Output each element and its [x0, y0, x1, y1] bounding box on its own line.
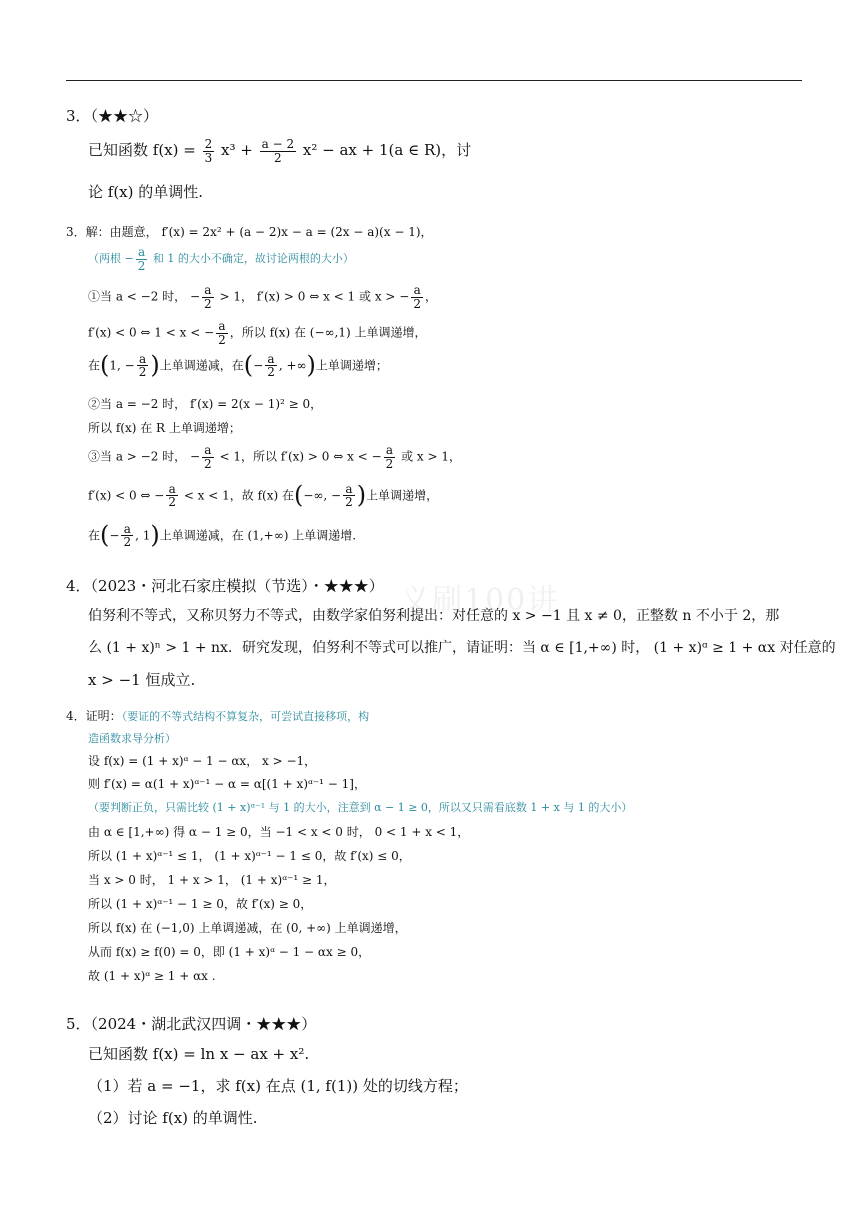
q4-heading: 4．（2023・河北石家庄模拟（节选）・★★★） [66, 577, 384, 595]
q5-line1: 已知函数 f(x) = ln x − ax + x². [88, 1045, 310, 1063]
sol4-note5: （要判断正负，只需比较 (1 + x)ᵅ⁻¹ 与 1 的大小，注意到 α − 1 ≥ 0，所以又只需看底数 1 + x 与 1 的大小） [88, 801, 633, 814]
q3-heading: 3．（★★☆） [66, 107, 159, 125]
sol3-line1: 3．解：由题意， f′(x) = 2x² + (a − 2)x − a = (2x − a)(x − 1)， [66, 225, 433, 239]
q5-line3: （2）讨论 f(x) 的单调性. [88, 1109, 258, 1127]
frac-a-over-2: $\frac{a}{2}$ [204, 443, 212, 471]
sol4-line3: 设 f(x) = (1 + x)ᵅ − 1 − αx， x > −1， [88, 754, 317, 768]
sol3-case3: ③当 a > −2 时， − $\frac{a}{2}$ < 1，所以 f′(x) > 0 ⇔ x < − $\frac{a}{2}$ 或 x > 1， [88, 443, 461, 471]
q3-stem-line1 [88, 138, 471, 164]
q3-stem-line2: 论 f(x) 的单调性. [88, 183, 204, 201]
sol4-line11: 从而 f(x) ≥ f(0) = 0，即 (1 + x)ᵅ − 1 − αx ≥ 0， [88, 945, 371, 959]
sol4-note2: 造函数求导分析） [88, 732, 176, 745]
sol3-case1: ①当 a < −2 时， − $\frac{a}{2}$ > 1， f′(x) > 0 ⇔ x < 1 或 x > − $\frac{a}{2}$ ， [88, 283, 437, 311]
q3-frac1: $\frac{2}{3}$ [204, 137, 213, 165]
frac-a-over-2: $\frac{a}{2}$ [218, 319, 226, 347]
sol3-line9: f′(x) < 0 ⇔ − $\frac{a}{2}$ < x < 1，故 f(x) 在(−∞, − $\frac{a}{2}$ )上单调递增， [88, 481, 439, 510]
frac-a-over-2: $\frac{a}{2}$ [123, 521, 132, 550]
q3-stem-a: 已知函数 f(x) = [88, 141, 196, 160]
frac-a-over-2: $\frac{a}{2}$ [168, 481, 176, 510]
sol4-line10: 所以 f(x) 在 (−1,0) 上单调递减，在 (0, +∞) 上单调递增， [88, 921, 407, 935]
header-rule [66, 80, 802, 81]
sol3-line5: 在(1, − $\frac{a}{2}$ )上单调递减，在(− $\frac{a}{2}$ , +∞)上单调递增； [88, 351, 388, 380]
sol4-line8: 当 x > 0 时， 1 + x > 1， (1 + x)ᵅ⁻¹ ≥ 1， [88, 873, 336, 887]
frac-a-over-2: $\frac{a}{2}$ [413, 283, 421, 311]
frac-a-over-2: $\frac{a}{2}$ [385, 443, 394, 471]
watermark: 义刷100讲 [400, 583, 560, 618]
frac-a-over-2: $\frac{a}{2}$ [267, 351, 275, 380]
sol4-line1: 4．证明：（要证的不等式结构不算复杂，可尝试直接移项，构 [66, 709, 370, 723]
sol3-line10: 在(− $\frac{a}{2}$ , 1)上单调递减，在 (1,+∞) 上单调递增. [88, 521, 357, 550]
q3-stem-c: x² − ax + 1(a ∈ R)，讨 [302, 141, 472, 160]
sol3-line4: f′(x) < 0 ⇔ 1 < x < − $\frac{a}{2}$ ，所以 f(x) 在 (−∞,1) 上单调递增， [88, 319, 427, 347]
q4-line3: x > −1 恒成立. [88, 671, 196, 689]
sol3-note: （两根 − $\frac{a}{2}$ 和 1 的大小不确定，故讨论两根的大小） [88, 245, 354, 273]
q3-frac2: $\frac{a - 2}{2}$ [261, 137, 295, 165]
q3-stem-b: x³ + [221, 141, 253, 160]
sol4-line12: 故 (1 + x)ᵅ ≥ 1 + αx . [88, 969, 216, 983]
sol4-line4: 则 f′(x) = α(1 + x)ᵅ⁻¹ − α = α[(1 + x)ᵅ⁻¹ − 1]， [88, 777, 366, 791]
frac-a-over-2: $\frac{a}{2}$ [204, 283, 212, 311]
q5-heading: 5．（2024・湖北武汉四调・★★★） [66, 1015, 317, 1033]
q5-line2: （1）若 a = −1，求 f(x) 在点 (1, f(1)) 处的切线方程； [88, 1077, 468, 1095]
sol3-note-frac: $\frac{a}{2}$ [137, 245, 146, 273]
q4-line1: 伯努利不等式，又称贝努力不等式，由数学家伯努利提出：对任意的 x > −1 且 x ≠ 0，正整数 n 不小于 2，那 [88, 608, 780, 624]
sol4-line9: 所以 (1 + x)ᵅ⁻¹ − 1 ≥ 0，故 f′(x) ≥ 0， [88, 897, 313, 911]
sol4-line6: 由 α ∈ [1,+∞) 得 α − 1 ≥ 0，当 −1 < x < 0 时， 0 < 1 + x < 1， [88, 825, 470, 839]
q4-line2: 么 (1 + x)ⁿ > 1 + nx．研究发现，伯努利不等式可以推广，请证明：当 α ∈ [1,+∞) 时， (1 + x)ᵅ ≥ 1 + αx 对任意的 [88, 640, 836, 656]
sol3-case2: ②当 a = −2 时， f′(x) = 2(x − 1)² ≥ 0， [88, 397, 323, 411]
frac-a-over-2: $\frac{a}{2}$ [138, 351, 147, 380]
frac-a-over-2: $\frac{a}{2}$ [345, 481, 353, 510]
sol3-line7: 所以 f(x) 在 R 上单调递增； [88, 421, 241, 435]
sol4-line7: 所以 (1 + x)ᵅ⁻¹ ≤ 1， (1 + x)ᵅ⁻¹ − 1 ≤ 0，故 f′(x) ≤ 0， [88, 849, 411, 863]
